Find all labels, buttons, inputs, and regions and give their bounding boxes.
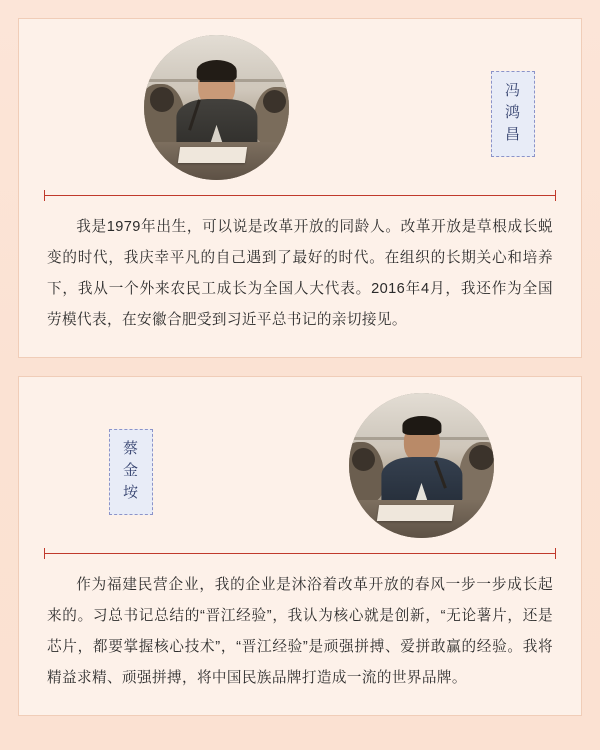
name-char: 昌 [504,126,521,143]
section-divider [45,195,555,196]
portrait-photo [144,35,289,180]
quote-card-2 [18,376,582,716]
name-char: 冯 [504,82,521,99]
name-char: 蔡 [122,440,139,457]
section-divider [45,553,555,554]
quote-card-1 [18,18,582,358]
photo-row-1 [19,19,581,189]
quote-paragraph-2: 作为福建民营企业，我的企业是沐浴着改革开放的春风一步一步成长起来的。习总书记总结的“晋江经验”，我认为核心就是创新，“无论薯片，还是芯片，都要掌握核心技术”，“晋江经验”是顽强拼搏、爱拼敢赢的经验。我将精益求精、顽强拼搏，将中国民族品牌打造成一流的世界品牌。 [47,577,553,686]
name-char: 金 [122,462,139,479]
name-char: 鸿 [504,104,521,121]
photo-row-2 [19,377,581,547]
name-plaque-1 [491,71,535,157]
portrait-photo [349,393,494,538]
quote-paragraph-1: 我是1979年出生，可以说是改革开放的同龄人。改革开放是草根成长蜕变的时代，我庆幸平凡的自己遇到了最好的时代。在组织的长期关心和培养下，我从一个外来农民工成长为全国人大代表。2016年4月，我还作为全国劳模代表，在安徽合肥受到习近平总书记的亲切接见。 [47,219,553,328]
name-char: 垵 [122,484,139,501]
name-plaque-2 [109,429,153,515]
